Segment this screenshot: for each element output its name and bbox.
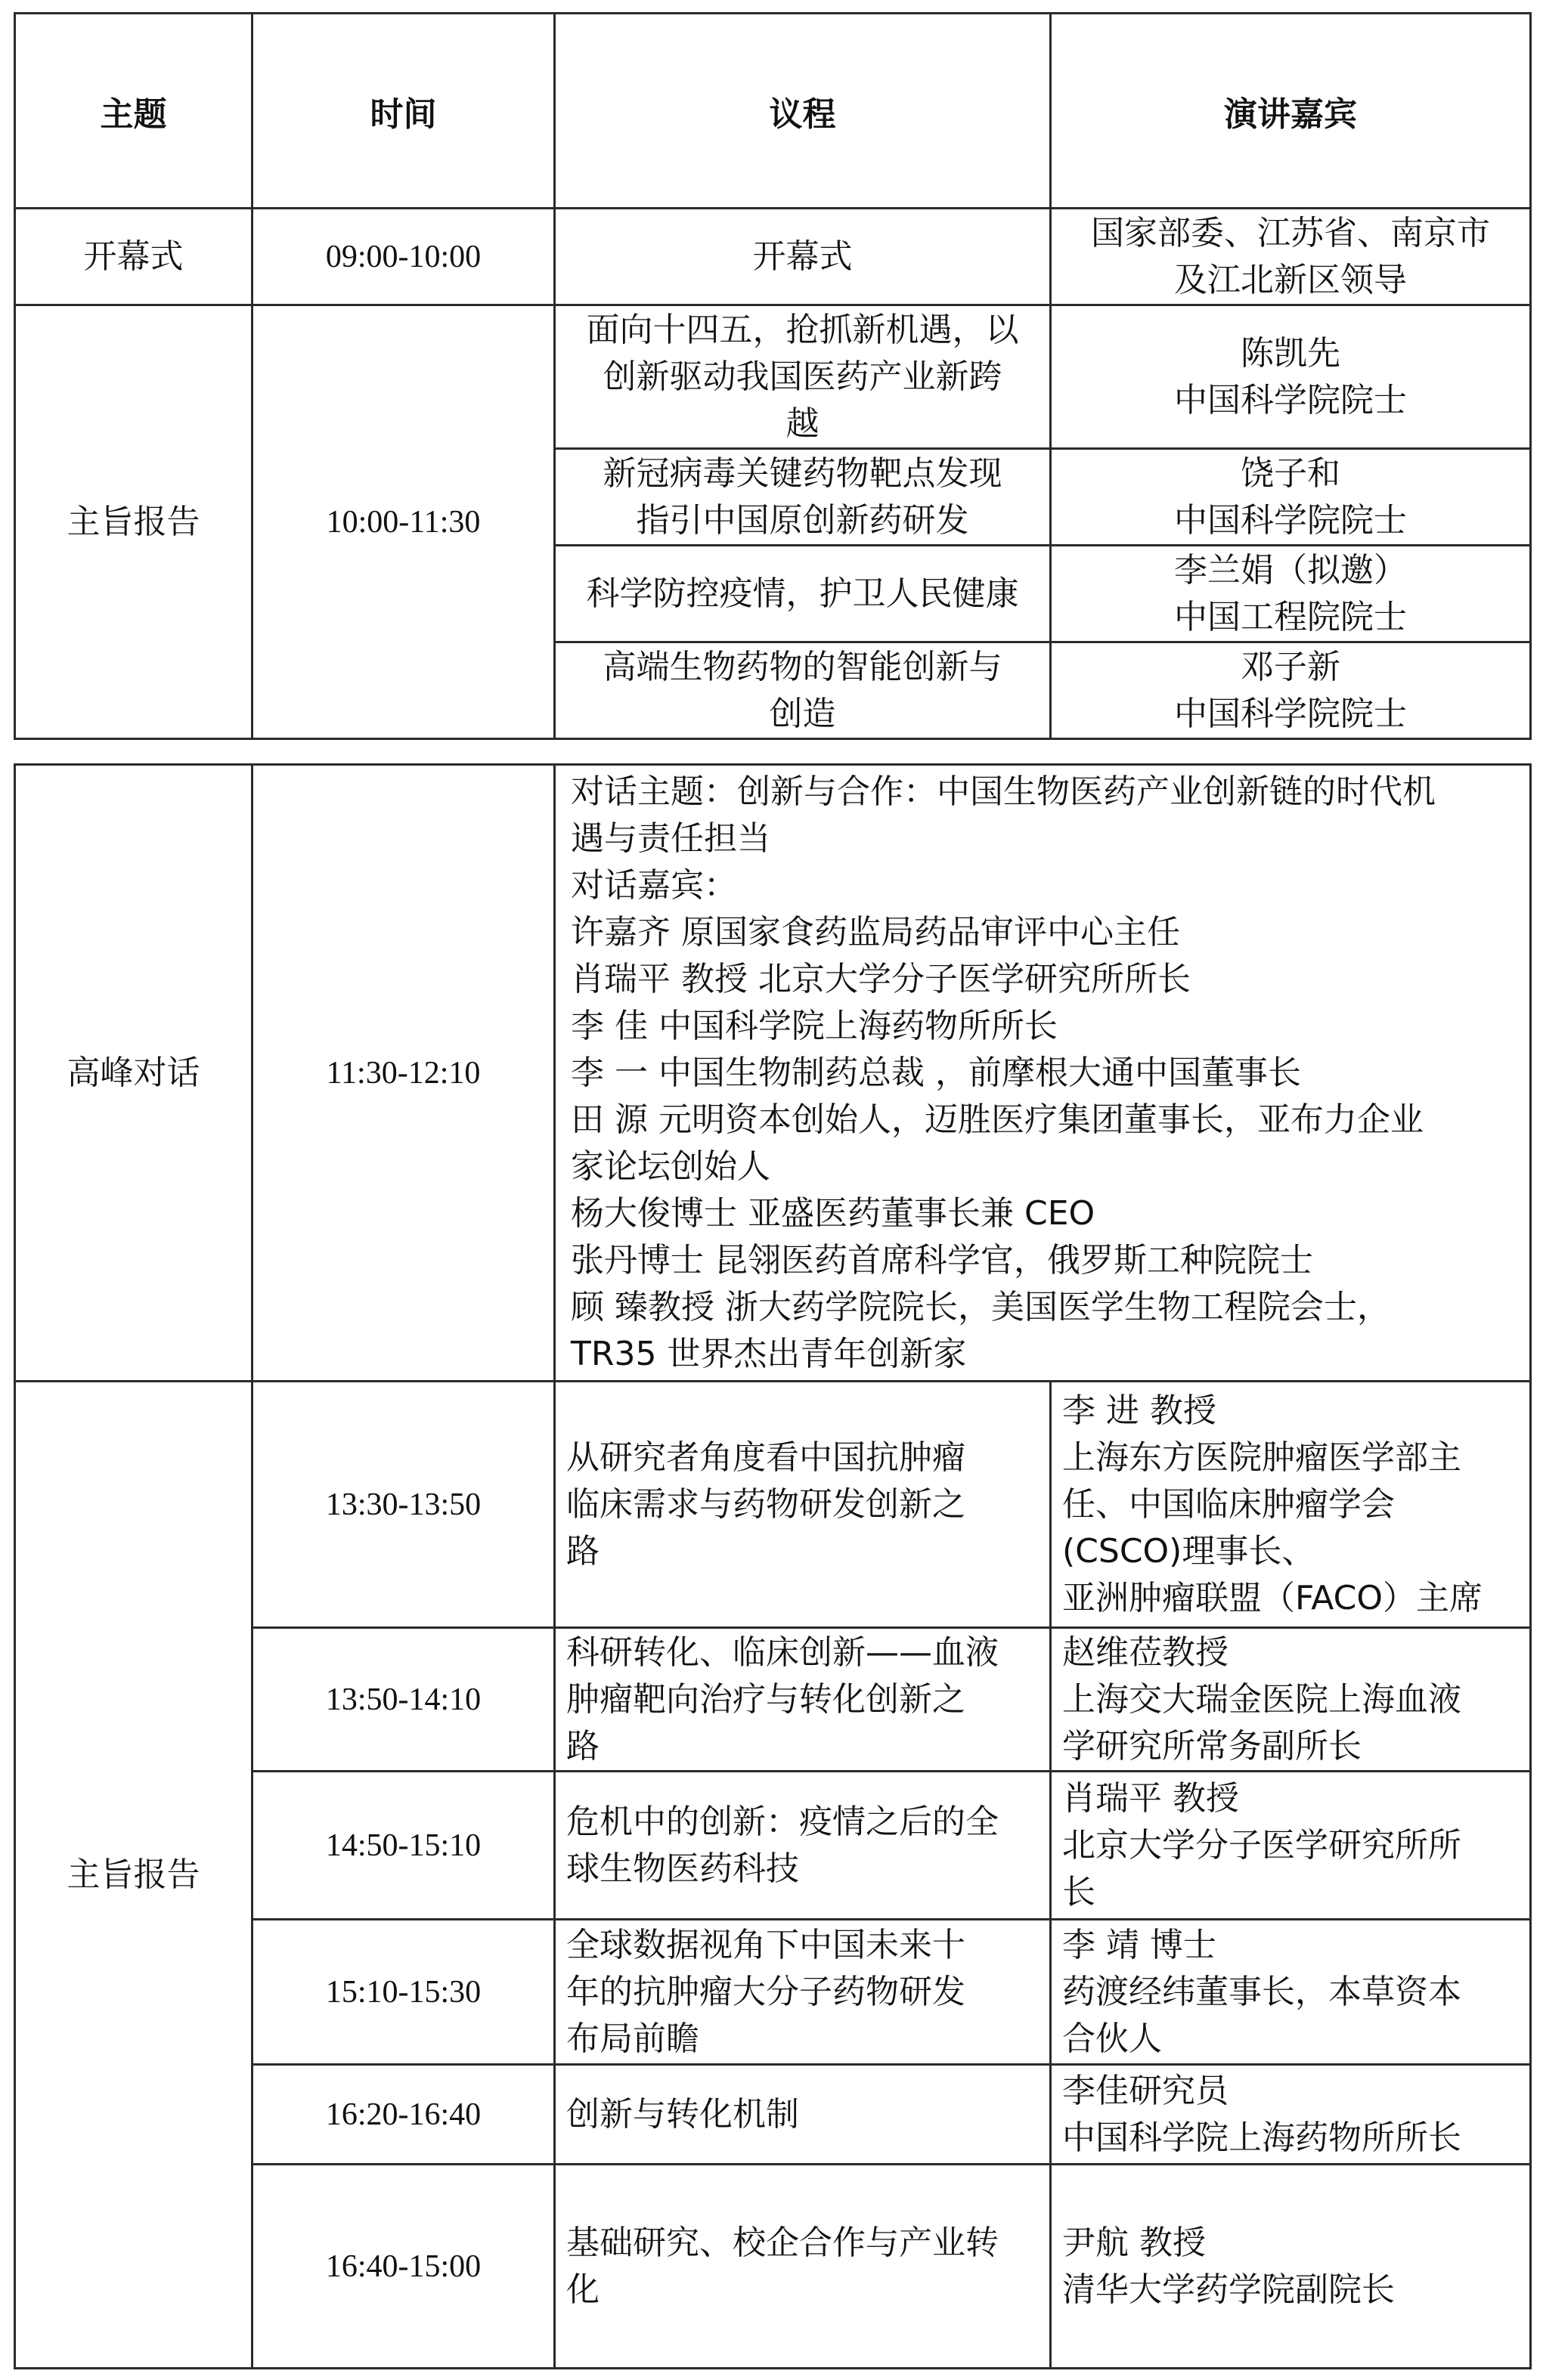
keynote1-speaker xyxy=(1051,305,1531,449)
speaker-line: 肖瑞平 教授 xyxy=(1062,1778,1239,1818)
dialogue-line: TR35 世界杰出青年创新家 xyxy=(571,1334,967,1373)
agenda-line: 肿瘤靶向治疗与转化创新之 xyxy=(566,1679,965,1719)
keynote1-speaker xyxy=(1051,642,1531,739)
opening-time: 09:00-10:00 xyxy=(253,209,555,305)
agenda-line: 布局前瞻 xyxy=(566,2019,699,2058)
speaker-line: 北京大学分子医学研究所所 xyxy=(1062,1825,1461,1865)
dialogue-line: 李 佳 中国科学院上海药物所所长 xyxy=(571,1006,1058,1045)
header-row xyxy=(15,14,1531,209)
speaker-line: 李 进 教授 xyxy=(1062,1391,1216,1430)
agenda-line: 指引中国原创新药研发 xyxy=(636,500,969,540)
keynote1-agenda xyxy=(555,305,1051,449)
speaker-line: 合伙人 xyxy=(1062,2019,1162,2058)
keynote2-topic: 主旨报告 xyxy=(15,1382,253,2369)
speaker-line: 中国科学院院士 xyxy=(1174,380,1407,419)
agenda-line: 全球数据视角下中国未来十 xyxy=(566,1925,965,1964)
speaker-line: 李兰娟（拟邀） xyxy=(1174,550,1407,590)
keynote2-time: 16:20-16:40 xyxy=(253,2065,555,2165)
agenda-line: 路 xyxy=(566,1726,600,1766)
opening-agenda: 开幕式 xyxy=(555,209,1051,305)
speaker-line: 上海东方医院肿瘤医学部主 xyxy=(1062,1438,1461,1477)
agenda-line: 基础研究、校企合作与产业转 xyxy=(566,2223,999,2262)
dialogue-line: 对话主题：创新与合作：中国生物医药产业创新链的时代机 xyxy=(571,772,1436,811)
speaker-line: 邓子新 xyxy=(1241,647,1340,686)
opening-speaker xyxy=(1051,209,1531,305)
dialogue-line: 顾 臻教授 浙大药学院院长，美国医学生物工程院会士， xyxy=(571,1287,1390,1326)
dialogue-row xyxy=(15,765,1531,1382)
speaker-line: 中国科学院上海药物所所长 xyxy=(1062,2118,1461,2157)
speaker-line: 李 靖 博士 xyxy=(1062,1925,1216,1964)
agenda-line: 球生物医药科技 xyxy=(566,1849,799,1888)
dialogue-topic: 高峰对话 xyxy=(15,765,253,1382)
dialogue-line: 杨大俊博士 亚盛医药董事长兼 CEO xyxy=(571,1193,1095,1233)
keynote2-speaker xyxy=(1051,2165,1531,2369)
agenda-line: 化 xyxy=(566,2270,600,2309)
header-topic: 主题 xyxy=(15,14,253,209)
dialogue-line: 对话嘉宾： xyxy=(571,865,737,905)
opening-topic: 开幕式 xyxy=(15,209,253,305)
speaker-line: 亚洲肿瘤联盟（FACO）主席 xyxy=(1062,1578,1483,1617)
keynote2-row xyxy=(15,1382,1531,1628)
keynote2-time: 14:50-15:10 xyxy=(253,1772,555,1920)
keynote1-speaker xyxy=(1051,449,1531,546)
dialogue-line: 遇与责任担当 xyxy=(571,819,770,858)
speaker-line: 饶子和 xyxy=(1241,453,1340,493)
speaker-line: 清华大学药学院副院长 xyxy=(1062,2270,1395,2309)
keynote1-topic: 主旨报告 xyxy=(15,305,253,739)
keynote2-agenda xyxy=(555,1382,1051,1628)
keynote2-time: 15:10-15:30 xyxy=(253,1920,555,2065)
agenda-line: 创新与转化机制 xyxy=(566,2094,799,2134)
speaker-line: 中国科学院院士 xyxy=(1174,500,1407,540)
keynote1-row xyxy=(15,305,1531,449)
agenda-line: 面向十四五，抢抓新机遇，以 xyxy=(586,310,1019,349)
agenda-line: 高端生物药物的智能创新与 xyxy=(603,647,1002,686)
speaker-line: 中国工程院院士 xyxy=(1174,597,1407,636)
agenda-line: 越 xyxy=(785,404,820,443)
keynote2-agenda xyxy=(555,1920,1051,2065)
keynote2-agenda xyxy=(555,1772,1051,1920)
keynote1-speaker xyxy=(1051,546,1531,642)
speaker-line: 及江北新区领导 xyxy=(1174,260,1407,299)
agenda-line: 路 xyxy=(566,1531,600,1571)
speaker-line: 中国科学院院士 xyxy=(1174,694,1407,733)
header-speaker: 演讲嘉宾 xyxy=(1051,14,1531,209)
keynote1-agenda xyxy=(555,449,1051,546)
dialogue-content xyxy=(555,765,1531,1382)
agenda-line: 科学防控疫情，护卫人民健康 xyxy=(586,574,1019,613)
speaker-line: 李佳研究员 xyxy=(1062,2071,1229,2110)
dialogue-line: 张丹博士 昆翎医药首席科学官，俄罗斯工种院院士 xyxy=(571,1240,1313,1280)
agenda-line: 创新驱动我国医药产业新跨 xyxy=(603,357,1002,396)
keynote2-speaker xyxy=(1051,1382,1531,1628)
keynote2-speaker xyxy=(1051,1628,1531,1772)
agenda-line: 临床需求与药物研发创新之 xyxy=(566,1484,965,1524)
dialogue-time: 11:30-12:10 xyxy=(253,765,555,1382)
speaker-line: 赵维莅教授 xyxy=(1062,1633,1229,1672)
dialogue-line: 李 一 中国生物制药总裁 ，前摩根大通中国董事长 xyxy=(571,1053,1301,1092)
speaker-line: 国家部委、江苏省、南京市 xyxy=(1091,213,1490,252)
speaker-line: (CSCO)理事长、 xyxy=(1062,1531,1315,1571)
speaker-line: 药渡经纬董事长，本草资本 xyxy=(1062,1972,1461,2011)
opening-row xyxy=(15,209,1531,305)
agenda-line: 危机中的创新：疫情之后的全 xyxy=(566,1802,999,1841)
agenda-line: 科研转化、临床创新——血液 xyxy=(566,1633,999,1672)
agenda-line: 从研究者角度看中国抗肿瘤 xyxy=(566,1438,965,1477)
speaker-line: 尹航 教授 xyxy=(1062,2223,1206,2262)
keynote2-agenda xyxy=(555,1628,1051,1772)
keynote2-agenda xyxy=(555,2165,1051,2369)
keynote2-speaker xyxy=(1051,1772,1531,1920)
keynote2-agenda xyxy=(555,2065,1051,2165)
keynote1-agenda xyxy=(555,546,1051,642)
speaker-line: 上海交大瑞金医院上海血液 xyxy=(1062,1679,1461,1719)
keynote2-speaker xyxy=(1051,2065,1531,2165)
header-agenda: 议程 xyxy=(555,14,1051,209)
keynote2-speaker xyxy=(1051,1920,1531,2065)
agenda-table-lower xyxy=(14,763,1532,2369)
speaker-line: 任、中国临床肿瘤学会 xyxy=(1062,1484,1395,1524)
keynote2-time: 16:40-15:00 xyxy=(253,2165,555,2369)
agenda-line: 创造 xyxy=(769,694,836,733)
dialogue-line: 家论坛创始人 xyxy=(571,1147,770,1186)
keynote1-time: 10:00-11:30 xyxy=(253,305,555,739)
agenda-line: 年的抗肿瘤大分子药物研发 xyxy=(566,1972,965,2011)
keynote2-time: 13:30-13:50 xyxy=(253,1382,555,1628)
speaker-line: 陈凯先 xyxy=(1241,333,1340,373)
header-time: 时间 xyxy=(253,14,555,209)
dialogue-line: 许嘉齐 原国家食药监局药品审评中心主任 xyxy=(571,912,1180,952)
agenda-line: 新冠病毒关键药物靶点发现 xyxy=(603,453,1002,493)
keynote2-time: 13:50-14:10 xyxy=(253,1628,555,1772)
dialogue-line: 田 源 元明资本创始人，迈胜医疗集团董事长，亚布力企业 xyxy=(571,1100,1424,1139)
agenda-table-upper xyxy=(14,12,1532,740)
keynote1-agenda xyxy=(555,642,1051,739)
dialogue-line: 肖瑞平 教授 北京大学分子医学研究所所长 xyxy=(571,959,1191,998)
speaker-line: 长 xyxy=(1062,1872,1095,1911)
speaker-line: 学研究所常务副所长 xyxy=(1062,1726,1362,1766)
